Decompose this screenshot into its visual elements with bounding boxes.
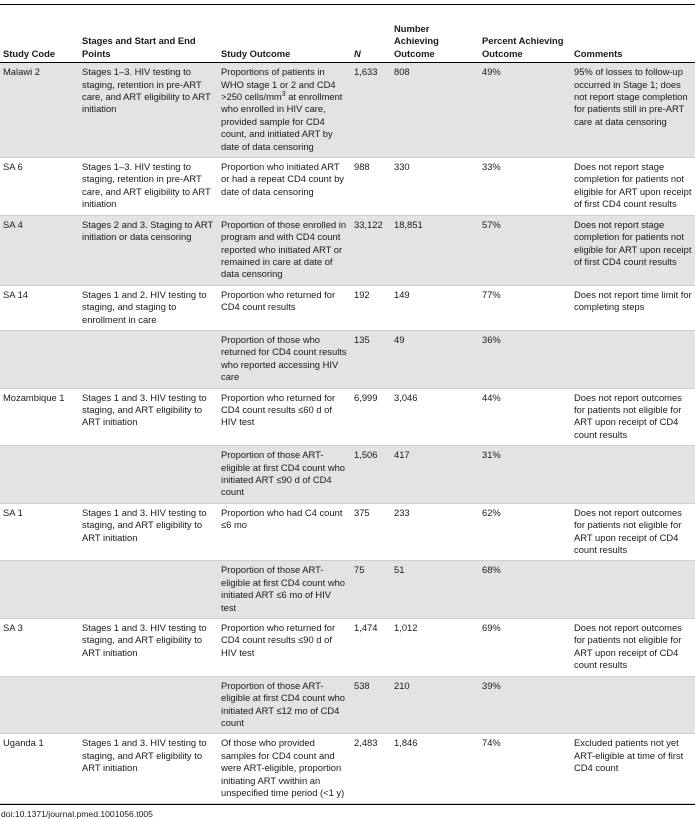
comments-cell: Excluded patients not yet ART-eligible at time of first CD4 count: [571, 734, 695, 804]
study-code-cell: Mozambique 1: [0, 388, 79, 446]
percent-cell: 68%: [479, 561, 571, 619]
stages-cell: Stages 1 and 3. HIV testing to staging, and ART eligibility to ART initiation: [79, 388, 218, 446]
number-achieving-cell: 210: [391, 676, 479, 734]
outcome-cell: Proportion who returned for CD4 count results: [218, 285, 351, 330]
table-row: [0, 446, 695, 504]
comments-cell: Does not report outcomes for patients not eligible for ART upon receipt of CD4 count results: [571, 388, 695, 446]
header-study-outcome: Study Outcome: [218, 20, 351, 63]
table-row: [0, 63, 695, 158]
n-cell: 33,122: [351, 215, 391, 285]
table-body: [0, 63, 695, 804]
number-achieving-cell: 330: [391, 158, 479, 216]
comments-cell: Does not report outcomes for patients not eligible for ART upon receipt of CD4 count results: [571, 619, 695, 677]
n-cell: 1,474: [351, 619, 391, 677]
outcome-cell: Proportion who had C4 count ≤6 mo: [218, 503, 351, 561]
stages-cell: Stages 2 and 3. Staging to ART initiation or data censoring: [79, 215, 218, 285]
number-achieving-cell: 51: [391, 561, 479, 619]
outcome-cell: Proportion of those who returned for CD4 count results who reported accessing HIV care: [218, 330, 351, 388]
results-table: [0, 20, 695, 804]
study-code-cell: [0, 330, 79, 388]
study-code-cell: SA 3: [0, 619, 79, 677]
table-row: [0, 215, 695, 285]
stages-cell: [79, 330, 218, 388]
n-cell: 375: [351, 503, 391, 561]
percent-cell: 33%: [479, 158, 571, 216]
table-row: [0, 503, 695, 561]
source-doi: doi:10.1371/journal.pmed.1001056.t005: [1, 809, 153, 819]
header-n: N: [351, 20, 391, 63]
number-achieving-cell: 49: [391, 330, 479, 388]
top-rule: [0, 4, 695, 5]
table-row: [0, 561, 695, 619]
percent-cell: 31%: [479, 446, 571, 504]
study-code-cell: Uganda 1: [0, 734, 79, 804]
n-cell: 2,483: [351, 734, 391, 804]
number-achieving-cell: 1,846: [391, 734, 479, 804]
number-achieving-cell: 808: [391, 63, 479, 158]
stages-cell: Stages 1 and 3. HIV testing to staging, and ART eligibility to ART initiation: [79, 734, 218, 804]
percent-cell: 44%: [479, 388, 571, 446]
study-code-cell: [0, 561, 79, 619]
stages-cell: Stages 1 and 2. HIV testing to staging, and staging to enrollment in care: [79, 285, 218, 330]
stages-cell: Stages 1 and 3. HIV testing to staging, and ART eligibility to ART initiation: [79, 503, 218, 561]
percent-cell: 39%: [479, 676, 571, 734]
study-code-cell: [0, 676, 79, 734]
stages-cell: Stages 1–3. HIV testing to staging, retention in pre-ART care, and ART eligibility to ART initiation: [79, 63, 218, 158]
header-row: [0, 20, 695, 63]
percent-cell: 57%: [479, 215, 571, 285]
comments-cell: Does not report stage completion for patients not eligible for ART upon receipt of first CD4 count results: [571, 215, 695, 285]
header-stages: Stages and Start and End Points: [79, 20, 218, 63]
stages-cell: [79, 676, 218, 734]
table-row: [0, 330, 695, 388]
percent-cell: 77%: [479, 285, 571, 330]
outcome-cell: Proportions of patients in WHO stage 1 or 2 and CD4 >250 cells/$mm^3$ at enrollment who enrolled in HIV care, provided sample for CD4 count, and initiated ART by date of data censoring: [218, 63, 351, 158]
outcome-cell: Proportion of those enrolled in program and with CD4 count reported who initiated ART or remained in care at date of data censoring: [218, 215, 351, 285]
study-code-cell: SA 6: [0, 158, 79, 216]
comments-cell: [571, 676, 695, 734]
header-study-code: Study Code: [0, 20, 79, 63]
percent-cell: 62%: [479, 503, 571, 561]
n-cell: 135: [351, 330, 391, 388]
table-row: [0, 619, 695, 677]
number-achieving-cell: 233: [391, 503, 479, 561]
number-achieving-cell: 18,851: [391, 215, 479, 285]
number-achieving-cell: 417: [391, 446, 479, 504]
number-achieving-cell: 3,046: [391, 388, 479, 446]
outcome-cell: Proportion of those ART-eligible at first CD4 count who initiated ART ≤90 d of CD4 count: [218, 446, 351, 504]
n-cell: 192: [351, 285, 391, 330]
table-row: [0, 285, 695, 330]
comments-cell: 95% of losses to follow-up occurred in Stage 1; does not report stage completion for patients still in pre-ART care at data censoring: [571, 63, 695, 158]
percent-cell: 36%: [479, 330, 571, 388]
outcome-cell: Proportion who returned for CD4 count results ≤60 d of HIV test: [218, 388, 351, 446]
n-cell: 538: [351, 676, 391, 734]
table-row: [0, 158, 695, 216]
table-row: [0, 388, 695, 446]
n-cell: 988: [351, 158, 391, 216]
percent-cell: 74%: [479, 734, 571, 804]
n-cell: 1,506: [351, 446, 391, 504]
study-code-cell: SA 4: [0, 215, 79, 285]
table-row: [0, 676, 695, 734]
number-achieving-cell: 149: [391, 285, 479, 330]
n-cell: 1,633: [351, 63, 391, 158]
comments-cell: Does not report time limit for completing steps: [571, 285, 695, 330]
stages-cell: [79, 446, 218, 504]
header-comments: Comments: [571, 20, 695, 63]
comments-cell: Does not report outcomes for patients not eligible for ART upon receipt of CD4 count results: [571, 503, 695, 561]
stages-cell: Stages 1–3. HIV testing to staging, retention in pre-ART care, and ART eligibility to ART initiation: [79, 158, 218, 216]
table-row: [0, 734, 695, 804]
comments-cell: [571, 446, 695, 504]
outcome-cell: Proportion of those ART-eligible at first CD4 count who initiated ART ≤12 mo of CD4 count: [218, 676, 351, 734]
outcome-cell: Proportion of those ART-eligible at first CD4 count who initiated ART ≤6 mo of HIV test: [218, 561, 351, 619]
bottom-rule: [0, 804, 695, 805]
comments-cell: [571, 561, 695, 619]
comments-cell: [571, 330, 695, 388]
study-code-cell: SA 1: [0, 503, 79, 561]
percent-cell: 69%: [479, 619, 571, 677]
percent-cell: 49%: [479, 63, 571, 158]
comments-cell: Does not report stage completion for patients not eligible for ART upon receipt of first CD4 count results: [571, 158, 695, 216]
stages-cell: Stages 1 and 3. HIV testing to staging, and ART eligibility to ART initiation: [79, 619, 218, 677]
study-code-cell: [0, 446, 79, 504]
stages-cell: [79, 561, 218, 619]
outcome-cell: Proportion who initiated ART or had a repeat CD4 count by date of data censoring: [218, 158, 351, 216]
n-cell: 6,999: [351, 388, 391, 446]
header-number-achieving: Number Achieving Outcome: [391, 20, 479, 63]
n-cell: 75: [351, 561, 391, 619]
outcome-cell: Proportion who returned for CD4 count results ≤90 d of HIV test: [218, 619, 351, 677]
outcome-cell: Of those who provided samples for CD4 count and were ART-eligible, proportion initiating ART vwithin an unspecified time period (<1 y): [218, 734, 351, 804]
table-header: [0, 20, 695, 63]
study-code-cell: SA 14: [0, 285, 79, 330]
number-achieving-cell: 1,012: [391, 619, 479, 677]
study-code-cell: Malawi 2: [0, 63, 79, 158]
header-percent-achieving: Percent Achieving Outcome: [479, 20, 571, 63]
